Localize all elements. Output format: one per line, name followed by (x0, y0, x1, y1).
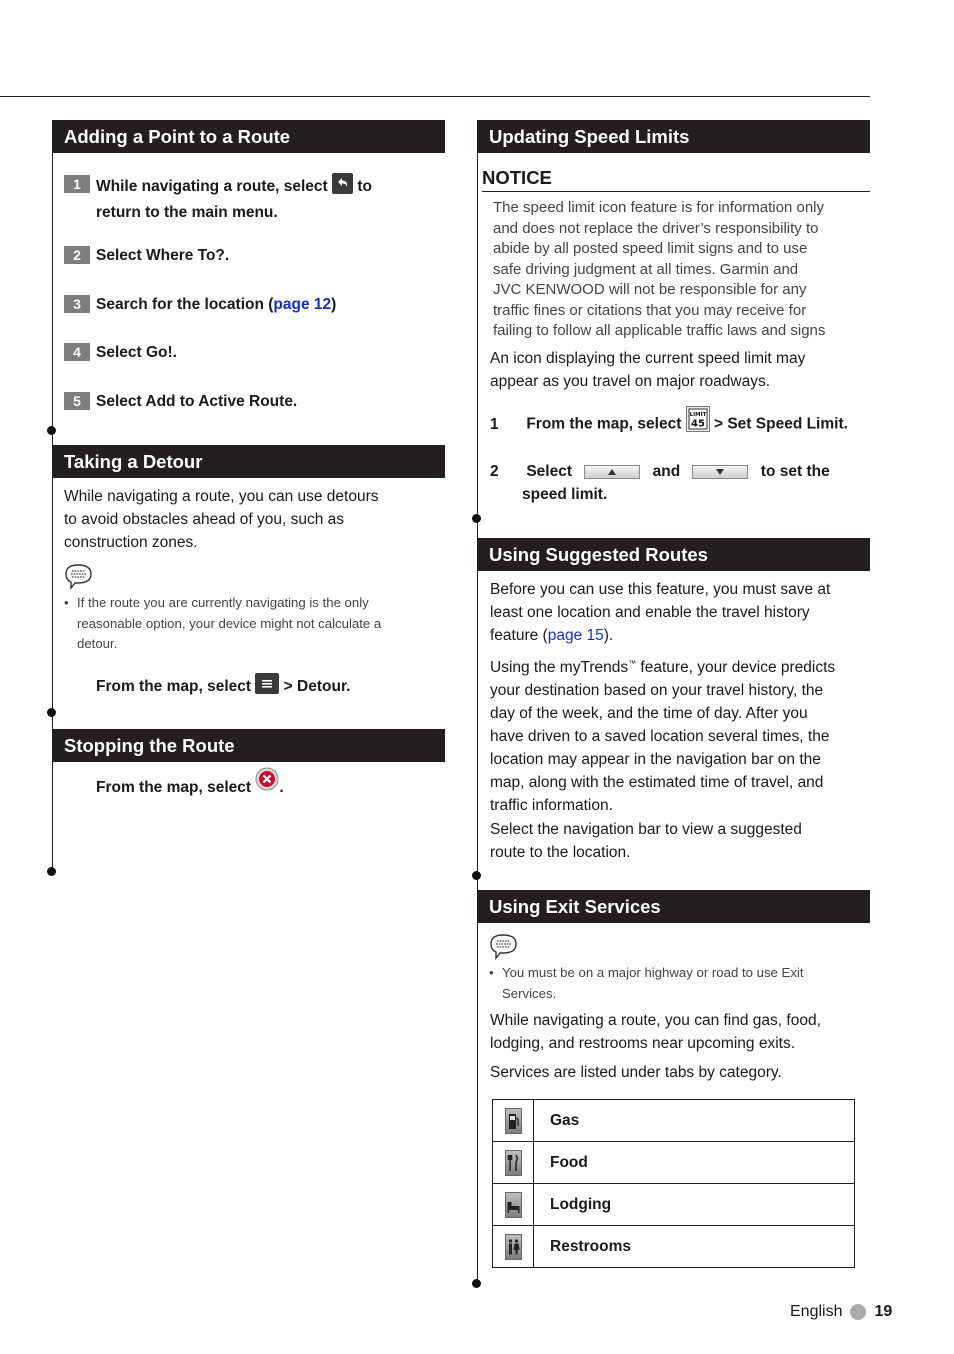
step-number: 4 (64, 343, 90, 361)
section-header-stopping: Stopping the Route (52, 729, 445, 762)
suggested-p1 (490, 578, 870, 647)
text-line: Select the navigation bar to view a suggested (490, 821, 802, 838)
step-1 (64, 173, 424, 224)
trademark: ™ (628, 659, 637, 668)
down-arrow-button-icon (692, 465, 748, 479)
suggested-p2 (490, 652, 875, 817)
text-line: failing to follow all applicable traffic laws and signs (493, 322, 826, 339)
text: From the map, select (526, 415, 682, 433)
text: > Set Speed Limit. (713, 415, 848, 433)
limit-label: LIMIT (689, 412, 707, 418)
table-row (493, 1100, 855, 1142)
table-cell-label: Lodging (534, 1184, 855, 1226)
text: > Detour. (283, 678, 351, 696)
menu-icon (255, 673, 279, 701)
text: feature, your device predicts (636, 659, 836, 677)
detour-body (64, 485, 434, 554)
step-5 (64, 390, 297, 413)
table-cell-label: Restrooms (534, 1226, 855, 1268)
speed-step-2 (490, 460, 875, 506)
text-line: abide by all posted speed limit signs and to use (493, 240, 808, 257)
text-line: and does not replace the driver’s responsibility to (493, 219, 819, 237)
up-arrow-button-icon (584, 465, 640, 479)
step-2 (64, 244, 229, 267)
text-line: While navigating a route, you can use detours (64, 488, 379, 505)
table-cell-label: Gas (534, 1100, 855, 1142)
text-line: You must be on a major highway or road to use Exit (502, 965, 804, 980)
step-number: 2 (64, 246, 90, 264)
section-marker (47, 426, 56, 435)
text-line: location may appear in the navigation bar on the (490, 751, 821, 769)
back-arrow-icon (332, 173, 353, 201)
bed-icon (505, 1192, 522, 1218)
text: Select (526, 463, 572, 480)
section-header-adding-point: Adding a Point to a Route (52, 120, 445, 153)
right-column-rule (477, 120, 478, 1284)
text: From the map, select (96, 779, 252, 796)
stopping-instruction (96, 776, 436, 799)
step-text: to (357, 178, 372, 196)
text-line: Before you can use this feature, you must save at (490, 581, 831, 598)
text-line: lodging, and restrooms near upcoming exits. (490, 1035, 795, 1052)
text-line: JVC KENWOOD will not be responsible for any (493, 281, 807, 298)
bullet: • (64, 595, 69, 610)
text: From the map, select (96, 678, 252, 696)
note-icon (488, 932, 519, 965)
bullet: • (489, 965, 494, 980)
text-line: map, along with the estimated time of travel, and (490, 774, 824, 792)
text: to set the (760, 463, 830, 480)
table-cell-label: Food (534, 1142, 855, 1184)
table-row (493, 1226, 855, 1268)
section-header-detour: Taking a Detour (52, 445, 445, 478)
text-line: An icon displaying the current speed limit may (490, 350, 806, 367)
exit-p2: Services are listed under tabs by category. (490, 1064, 782, 1081)
table-cell-icon (493, 1184, 534, 1226)
section-marker (47, 708, 56, 717)
step-text: Select Where To?. (96, 247, 230, 264)
text-line: safe driving judgment at all times. Garmin and (493, 260, 799, 278)
exit-services-table (492, 1099, 855, 1268)
text-line: appear as you travel on major roadways. (490, 373, 771, 390)
notice-label: NOTICE (482, 167, 870, 192)
exit-note (489, 963, 869, 1004)
text-line: construction zones. (64, 534, 198, 551)
text-line: If the route you are currently navigating is the only (77, 595, 369, 610)
gas-pump-icon (505, 1108, 522, 1134)
footer-dot (850, 1304, 866, 1320)
step-text: While navigating a route, select (96, 178, 328, 196)
detour-instruction (96, 673, 436, 701)
page-link[interactable]: page 12 (273, 296, 332, 313)
section-header-speed-limits: Updating Speed Limits (477, 120, 870, 153)
text-line: traffic information. (490, 797, 613, 815)
text-line: Services. (502, 985, 557, 1001)
text-line: your destination based on your travel history, the (490, 682, 824, 700)
text: ). (603, 627, 614, 644)
step-number: 3 (64, 295, 90, 313)
step-text: Select Go!. (96, 344, 177, 361)
text-line: day of the week, and the time of day. After you (490, 705, 808, 723)
text-line: While navigating a route, you can find gas, food, (490, 1012, 821, 1029)
text-line: have driven to a saved location several times, the (490, 728, 830, 746)
table-row (493, 1184, 855, 1226)
note-icon (63, 562, 94, 595)
notice-text (493, 198, 870, 342)
page-number: 19 (874, 1303, 893, 1320)
suggested-p3 (490, 818, 870, 864)
footer-language: English (790, 1303, 843, 1320)
text-line: to avoid obstacles ahead of you, such as (64, 511, 345, 528)
step-number: 1 (490, 415, 499, 433)
limit-value: 45 (690, 418, 705, 430)
page-link[interactable]: page 15 (547, 627, 604, 644)
step-4 (64, 341, 177, 364)
text: . (279, 779, 284, 796)
section-marker (472, 514, 481, 523)
text-line: route to the location. (490, 844, 631, 861)
step-number: 1 (64, 175, 90, 193)
text-line: traffic fines or citations that you may receive for (493, 301, 807, 319)
restroom-icon (505, 1234, 522, 1260)
top-rule (0, 96, 870, 97)
step-text: Search for the location ( (96, 296, 274, 313)
section-header-suggested-routes: Using Suggested Routes (477, 538, 870, 571)
speed-step-1 (490, 410, 875, 439)
step-text: Select Add to Active Route. (96, 393, 298, 410)
section-header-exit-services: Using Exit Services (477, 890, 870, 923)
text: speed limit. (522, 486, 608, 503)
step-number: 2 (490, 463, 499, 480)
text: and (652, 463, 681, 480)
step-text: return to the main menu. (96, 204, 278, 221)
table-cell-icon (493, 1100, 534, 1142)
detour-note (64, 593, 434, 655)
section-marker (472, 1279, 481, 1288)
table-row (493, 1142, 855, 1184)
speed-body (490, 347, 870, 393)
speed-limit-icon (686, 406, 710, 439)
text-line: reasonable option, your device might not calculate a (77, 615, 382, 631)
fork-knife-icon (505, 1150, 522, 1176)
exit-p1 (490, 1009, 870, 1055)
text: feature ( (490, 627, 548, 644)
stop-icon (255, 767, 279, 798)
text: Using the myTrends (490, 659, 629, 677)
section-marker (472, 871, 481, 880)
text-line: detour. (77, 636, 118, 651)
table-cell-icon (493, 1142, 534, 1184)
page-footer (790, 1302, 892, 1322)
section-marker (47, 867, 56, 876)
text-line: least one location and enable the travel history (490, 604, 810, 621)
text-line: The speed limit icon feature is for information only (493, 199, 824, 216)
step-number: 5 (64, 392, 90, 410)
table-cell-icon (493, 1226, 534, 1268)
step-text: ) (331, 296, 337, 313)
step-3 (64, 293, 336, 316)
